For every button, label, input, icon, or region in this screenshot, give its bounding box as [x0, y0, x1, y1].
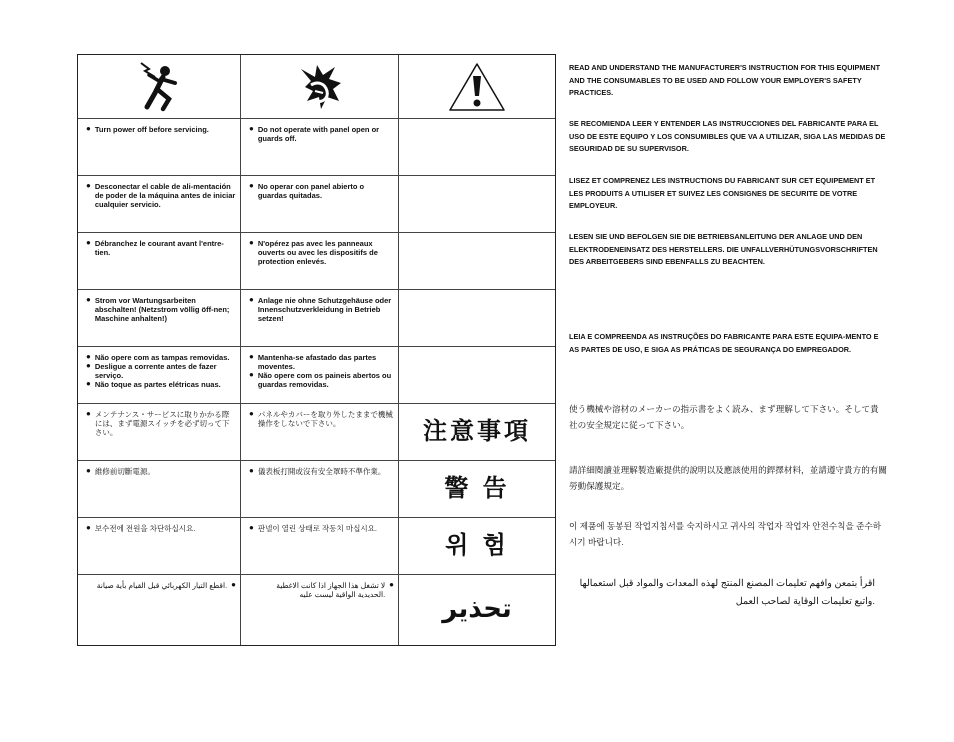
text-ja-col2: パネルやカバーを取り外したままで機械操作をしないで下さい。	[257, 410, 393, 429]
row-de-col2: ● Anlage nie ohne Schutzgehäuse oder Innenschutzverkleidung in Betrieb setzen!	[241, 290, 399, 347]
row-ko-col2: ● 판넬이 열린 상태로 작동치 마십시요.	[241, 518, 399, 575]
row-ja-col1: ● メンテナンス・サービスに取りかかる際には、まず電源スイッチを必ず切って下さい。	[78, 404, 241, 461]
moving-parts-icon	[295, 61, 345, 113]
text-ar-col2: لا تشغل هذا الجهاز اذا كانت الاغطية الحديدية الواقية ليست عليه.	[276, 581, 386, 600]
row-pt-col1: ● Não opere com as tampas removidas. ● Desligue a corrente antes de fazer serviço. ● Não toque as partes elétricas nuas.	[78, 347, 241, 404]
text-en-col2: Do not operate with panel open or guards off.	[257, 125, 380, 144]
row-zh-col3	[399, 461, 555, 518]
instruction-pt: LEIA E COMPREENDA AS INSTRUÇÕES DO FABRICANTE PARA ESTE EQUIPA-MENTO E AS PARTES DE USO, E SIGA AS PRÁTICAS DE SEGURANÇA DO EMPREGADOR.	[569, 332, 879, 354]
row-es-col1: ● Desconectar el cable de ali-mentación de poder de la máquina antes de iniciar cualquier servicio.	[78, 176, 241, 233]
text-zh-col1: 維修前切斷電源。	[94, 467, 155, 476]
text-ar-col1: اقطع التيار الكهربائي قبل القيام بأية صيانة.	[96, 581, 228, 590]
text-pt-col1-b: Desligue a corrente antes de fazer serviço.	[94, 362, 217, 381]
row-ar-col2: ● لا تشغل هذا الجهاز اذا كانت الاغطية الحديدية الواقية ليست عليه.	[241, 575, 399, 645]
text-fr-col1: Débranchez le courant avant l'entre-tien.	[94, 239, 224, 258]
warning-word-zh: 警 告	[444, 474, 510, 503]
row-en-col2: ● Do not operate with panel open or guards off.	[241, 119, 399, 176]
instruction-ko: 이 제품에 동봉된 작업지침서를 숙지하시고 귀사의 작업자 작업자 안전수칙을 준수하시기 바랍니다.	[569, 521, 882, 548]
row-ja-col2: ● パネルやカバーを取り外したままで機械操作をしないで下さい。	[241, 404, 399, 461]
row-ja-col3	[399, 404, 555, 461]
row-en-col1: ● Turn power off before servicing.	[78, 119, 241, 176]
text-zh-col2: 儀表板打開或沒有安全罩時不準作業。	[257, 467, 386, 476]
row-fr-col3	[399, 233, 555, 290]
row-zh-col2: ● 儀表板打開或沒有安全罩時不準作業。	[241, 461, 399, 518]
instruction-ar: اقرأ بتمعن وافهم تعليمات المصنع المنتج لهذه المعدات والمواد قبل استعمالها واتبع تعليمات الوقاية لصاحب العمل.	[579, 578, 875, 608]
row-fr-col2: ● N'opérez pas avec les panneaux ouverts ou avec les dispositifs de protection enlevés.	[241, 233, 399, 290]
text-fr-col2: N'opérez pas avec les panneaux ouverts ou avec les dispositifs de protection enlevés.	[257, 239, 378, 267]
text-ko-col2: 판넬이 열린 상태로 작동치 마십시요.	[257, 524, 377, 533]
text-es-col1: Desconectar el cable de ali-mentación de poder de la máquina antes de iniciar cualquier servicio.	[94, 182, 236, 210]
row-ko-col3	[399, 518, 555, 575]
text-es-col2: No operar con panel abierto o guardas quitadas.	[257, 182, 365, 201]
warning-word-ar: تحذير	[442, 594, 512, 625]
text-pt-col2-b: Não opere com os paineis abertos ou guardas removidas.	[257, 371, 392, 390]
instruction-ja: 使う機械や溶材のメーカーの指示書をよく読み、まず理解して下さい。そして貴社の安全規定に従って下さい。	[569, 404, 879, 431]
row-pt-col3	[399, 347, 555, 404]
instruction-de: LESEN SIE UND BEFOLGEN SIE DIE BETRIEBSANLEITUNG DER ANLAGE UND DEN ELEKTRODENEINSATZ DES HERSTELLERS. DIE UNFALLVERHÜTUNGSVORSCHRIFTEN DES ARBEITGEBERS SIND EBENFALLS ZU BEACHTEN.	[569, 232, 878, 267]
text-pt-col1-c: Não toque as partes elétricas nuas.	[94, 380, 221, 390]
text-en-col1: Turn power off before servicing.	[94, 125, 209, 134]
text-pt-col1-a: Não opere com as tampas removidas.	[94, 353, 230, 362]
text-pt-col2-a: Mantenha-se afastado das partes moventes.	[257, 353, 377, 372]
row-de-col1: ● Strom vor Wartungsarbeiten abschalten! (Netzstrom völlig öff-nen; Maschine anhalten!)	[78, 290, 241, 347]
instruction-fr: LISEZ ET COMPRENEZ LES INSTRUCTIONS DU FABRICANT SUR CET EQUIPEMENT ET LES PRODUITS A UTILISER ET SUIVEZ LES CONSIGNES DE SECURITE DE VOTRE EMPLOYEUR.	[569, 176, 876, 211]
instruction-zh: 請詳細閱讀並理解製造廠提供的說明以及應該使用的銲擇材料，並請遵守貴方的有關勞動保護規定。	[569, 465, 887, 492]
row-zh-col1: ● 維修前切斷電源。	[78, 461, 241, 518]
row-en-col3	[399, 119, 555, 176]
instruction-es: SE RECOMIENDA LEER Y ENTENDER LAS INSTRUCCIONES DEL FABRICANTE PARA EL USO DE ESTE EQUIPO Y LOS CONSUMIBLES QUE VA A UTILIZAR, SIGA LAS MEDIDAS DE SEGURIDAD DE SU SUPERVISOR.	[569, 119, 886, 154]
row-fr-col1: ● Débranchez le courant avant l'entre-tien.	[78, 233, 241, 290]
instruction-en: READ AND UNDERSTAND THE MANUFACTURER'S INSTRUCTION FOR THIS EQUIPMENT AND THE CONSUMABLES TO BE USED AND FOLLOW YOUR EMPLOYER'S SAFETY PRACTICES.	[569, 63, 881, 98]
electric-shock-icon	[135, 61, 183, 113]
safety-table	[77, 54, 556, 646]
header-cell-moving-parts	[241, 55, 399, 119]
warning-word-ko: 위 험	[445, 531, 509, 560]
row-pt-col2: ● Mantenha-se afastado das partes moventes. ● Não opere com os paineis abertos ou guardas removidas.	[241, 347, 399, 404]
header-cell-warning	[399, 55, 555, 119]
row-es-col2: ● No operar con panel abierto o guardas quitadas.	[241, 176, 399, 233]
text-de-col1: Strom vor Wartungsarbeiten abschalten! (Netzstrom völlig öff-nen; Maschine anhalten!)	[94, 296, 230, 324]
header-cell-shock	[78, 55, 241, 119]
warning-triangle-icon	[447, 61, 507, 113]
warning-word-ja: 注意事項	[423, 417, 531, 446]
text-de-col2: Anlage nie ohne Schutzgehäuse oder Innenschutzverkleidung in Betrieb setzen!	[257, 296, 392, 324]
row-de-col3	[399, 290, 555, 347]
row-ar-col3	[399, 575, 555, 645]
text-ko-col1: 보수전에 전원을 차단하십시요.	[94, 524, 196, 533]
row-ar-col1: ● اقطع التيار الكهربائي قبل القيام بأية صيانة.	[78, 575, 241, 645]
row-es-col3	[399, 176, 555, 233]
text-ja-col1: メンテナンス・サービスに取りかかる際には、まず電源スイッチを必ず切って下さい。	[94, 410, 230, 438]
row-ko-col1: ● 보수전에 전원을 차단하십시요.	[78, 518, 241, 575]
